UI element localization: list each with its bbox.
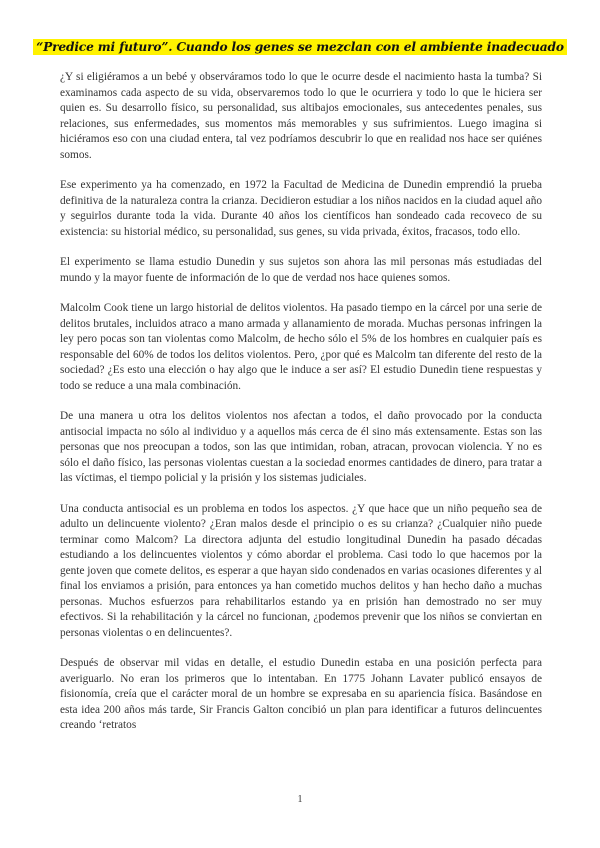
title-container	[0, 38, 600, 56]
paragraph-2: Ese experimento ya ha comenzado, en 1972 la Facultad de Medicina de Dunedin emprendió la prueba definitiva de la naturaleza contra la crianza. Decidieron estudiar a los niños nacidos en la ciudad aquel año y seguirlos durante toda la vida. Durante 40 años los científicos han sondeado cada recoveco de su existencia: su historial médico, su personalidad, sus genes, su vida privada, éxitos, fracasos, todo ello.	[60, 179, 542, 238]
paragraph-7: Después de observar mil vidas en detalle, el estudio Dunedin estaba en una posición perfecta para averiguarlo. No eran los primeros que lo intentaban. En 1775 Johann Lavater publicó ensayos de fisionomía, creía que el carácter moral de un hombre se expresaba en su apariencia física. Basándose en esta idea 200 años más tarde, Sir Francis Galton concibió un plan para identificar a futuros delincuentes creando ‘retratos	[60, 657, 542, 731]
paragraph-5: De una manera u otra los delitos violentos nos afectan a todos, el daño provocado por la conducta antisocial impacta no sólo al individuo y a aquellos más cerca de él sino más extensamente. Estas son las personas que nos preocupan a todos, son las que intimidan, roban, atracan, provocan violencia. Y no es sólo el daño físico, las personas violentas cuestan a la sociedad enormes cantidades de dinero, para tratar a las víctimas, el tiempo policial y la prisión y los sistemas judiciales.	[60, 410, 542, 484]
paragraph-6: Una conducta antisocial es un problema en todos los aspectos. ¿Y que hace que un niño pequeño sea de adulto un delincuente violento? ¿Eran malos desde el principio o es su crianza? ¿Cualquier niño puede terminar como Malcom? La directora adjunta del estudio longitudinal Dunedin ha pasado décadas estudiando a los delincuentes violentos y cómo abordar el problema. Casi todo lo que hacemos por la gente joven que comete delitos, es esperar a que hayan sido condenados en varias ocasiones diferentes y al final los enviamos a prisión, para entonces ya han cometido muchos delitos y han hecho daño a muchas personas. Muchos esfuerzos para rehabilitarlos estando ya en prisión han demostrado no ser muy efectivos. Si la rehabilitación y la cárcel no funcionan, ¿podemos prevenir que los niños se conviertan en personas violentas o en delincuentes?.	[60, 502, 542, 639]
paragraph-3: El experimento se llama estudio Dunedin y sus sujetos son ahora las mil personas más estudiadas del mundo y la mayor fuente de información de lo que de verdad nos hace quienes somos.	[60, 256, 542, 284]
document-body	[60, 70, 542, 749]
page-number: 1	[297, 794, 303, 805]
paragraph-1: ¿Y si eligiéramos a un bebé y observáramos todo lo que le ocurre desde el nacimiento hasta la tumba? Si examinamos cada aspecto de su vida, observaremos todo lo que le ocurriera y todo lo que le hiciera ser quien es. Su desarrollo físico, su personalidad, sus altibajos emocionales, sus antecedentes penales, sus relaciones, sus enfermedades, sus momentos más memorables y sus sufrimientos. Luego imagina si hiciéramos eso con una ciudad entera, tal vez podríamos descubrir lo que en realidad nos hace ser quiénes somos.	[60, 71, 542, 161]
paragraph-4: Malcolm Cook tiene un largo historial de delitos violentos. Ha pasado tiempo en la cárcel por una serie de delitos brutales, incluidos atraco a mano armada y allanamiento de morada. Muchas personas infringen la ley pero pocas son tan violentas como Malcolm, de hecho sólo el 5% de los hombres en cualquier país es responsable del 60% de todos los delitos violentos. Pero, ¿por qué es Malcolm tan diferente del resto de la sociedad? ¿Es esto una elección o hay algo que le induce a ser así? El estudio Dunedin tiene respuestas y todo se reduce a una mala combinación.	[60, 302, 542, 392]
document-title: “Predice mi futuro”. Cuando los genes se mezclan con el ambiente inadecuado	[33, 39, 567, 55]
